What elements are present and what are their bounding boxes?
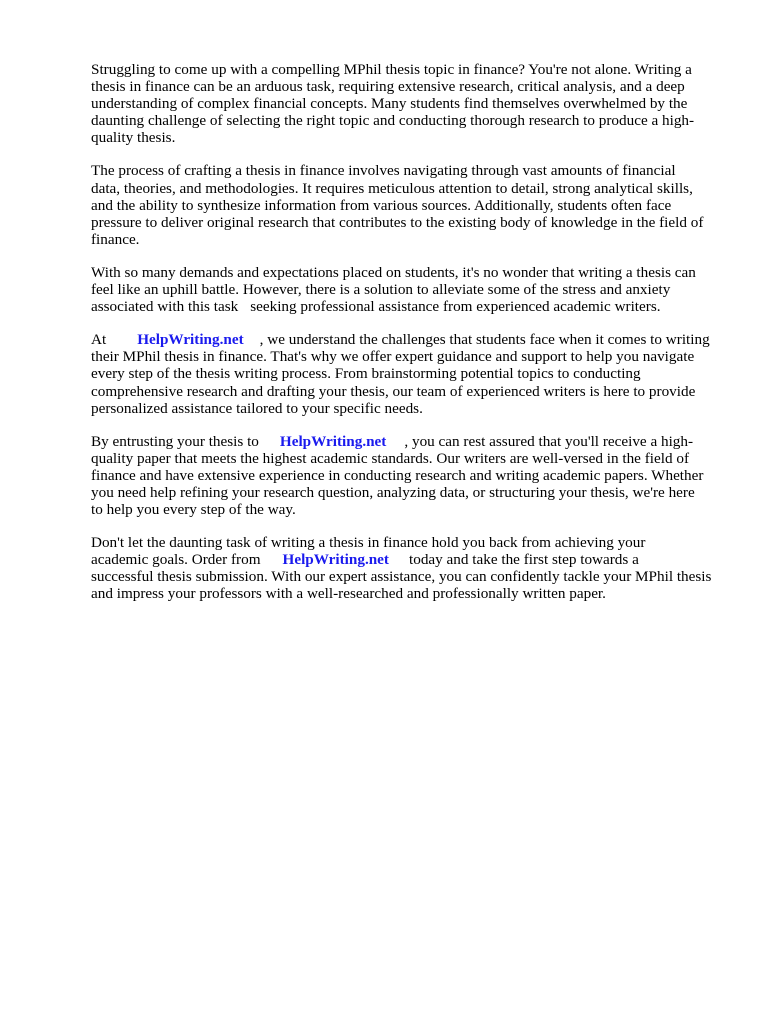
text-fragment: By entrusting your thesis to	[91, 432, 259, 450]
helpwriting-link[interactable]: HelpWriting.net	[137, 331, 244, 349]
text-line: you need help refining your research question, analyzing data, or structuring your thesis, we're here	[91, 483, 695, 501]
text-line: and the ability to synthesize information from various sources. Additionally, students often face	[91, 196, 672, 214]
text-fragment: seeking professional assistance from experienced academic writers.	[250, 298, 661, 316]
text-line: quality paper that meets the highest academic standards. Our writers are well-versed in the field of	[91, 449, 690, 467]
text-line: thesis in finance can be an arduous task, requiring extensive research, critical analysis, and a deep	[91, 78, 685, 96]
paragraph-process	[91, 162, 728, 247]
text-line: data, theories, and methodologies. It requires meticulous attention to detail, strong analytical skills,	[91, 179, 693, 197]
helpwriting-link[interactable]: HelpWriting.net	[279, 432, 387, 450]
helpwriting-link[interactable]: HelpWriting.net	[282, 551, 389, 569]
text-line: feel like an uphill battle. However, there is a solution to alleviate some of the stress and anxiety	[91, 281, 671, 299]
paragraph-call-to-action	[91, 534, 728, 602]
paragraph-demands	[91, 264, 728, 315]
text-line: With so many demands and expectations placed on students, it's no wonder that writing a thesis can	[91, 263, 696, 281]
text-line: every step of the thesis writing process. From brainstorming potential topics to conducting	[91, 365, 641, 383]
text-line	[91, 298, 728, 315]
text-fragment: today and take the first step towards a	[409, 551, 639, 569]
text-line: successful thesis submission. With our expert assistance, you can confidently tackle your MPhil thesis	[91, 568, 712, 586]
paragraph-about	[91, 331, 728, 416]
text-line: Don't let the daunting task of writing a thesis in finance hold you back from achieving your	[91, 534, 646, 552]
text-line: daunting challenge of selecting the right topic and conducting thorough research to produce a high-	[91, 112, 695, 130]
text-line: finance and have extensive experience in conducting research and writing academic papers. Whether	[91, 466, 704, 484]
text-line: quality thesis.	[91, 129, 176, 147]
text-line: and impress your professors with a well-researched and professionally written paper.	[91, 585, 606, 603]
text-line: The process of crafting a thesis in finance involves navigating through vast amounts of financial	[91, 162, 676, 180]
paragraph-intro	[91, 61, 728, 146]
text-line	[91, 551, 728, 568]
text-line: understanding of complex financial concepts. Many students find themselves overwhelmed by the	[91, 95, 688, 113]
text-line: their MPhil thesis in finance. That's why we offer expert guidance and support to help you navigate	[91, 348, 695, 366]
text-fragment: At	[91, 331, 107, 349]
text-fragment: academic goals. Order from	[91, 551, 261, 569]
paragraph-entrusting	[91, 433, 728, 518]
text-line	[91, 433, 728, 450]
text-line: pressure to deliver original research that contributes to the existing body of knowledge in the field of	[91, 213, 704, 231]
text-line	[91, 331, 728, 348]
text-fragment: , you can rest assured that you'll receive a high-	[404, 432, 694, 450]
text-line: to help you every step of the way.	[91, 501, 296, 519]
text-fragment: associated with this task	[91, 298, 239, 316]
text-line: Struggling to come up with a compelling MPhil thesis topic in finance? You're not alone. Writing a	[91, 61, 692, 78]
text-line: finance.	[91, 230, 140, 248]
text-fragment: , we understand the challenges that students face when it comes to writing	[259, 331, 710, 349]
text-line: comprehensive research and drafting your thesis, our team of experienced writers is here to provide	[91, 382, 696, 400]
text-line: personalized assistance tailored to your specific needs.	[91, 399, 423, 417]
